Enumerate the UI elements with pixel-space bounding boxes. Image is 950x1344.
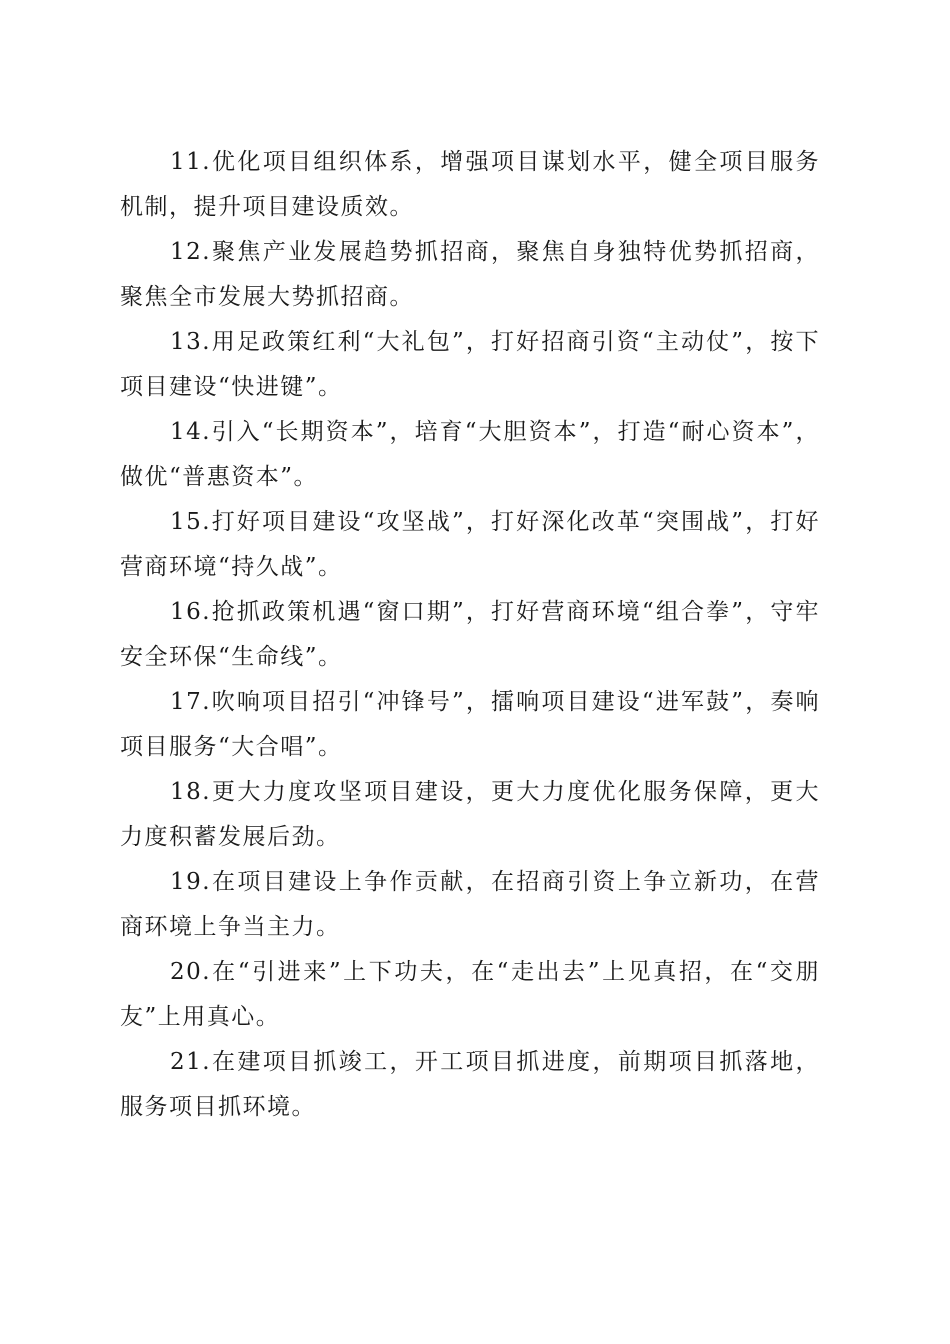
paragraph-21: 21.在建项目抓竣工，开工项目抓进度，前期项目抓落地，服务项目抓环境。 bbox=[120, 1049, 820, 1120]
document-body bbox=[120, 140, 820, 1130]
paragraph-11: 11.优化项目组织体系，增强项目谋划水平，健全项目服务机制，提升项目建设质效。 bbox=[120, 149, 820, 220]
paragraph-14: 14.引入“长期资本”，培育“大胆资本”，打造“耐心资本”，做优“普惠资本”。 bbox=[120, 419, 820, 490]
paragraph-13: 13.用足政策红利“大礼包”，打好招商引资“主动仗”，按下项目建设“快进键”。 bbox=[120, 329, 820, 400]
paragraph-16: 16.抢抓政策机遇“窗口期”，打好营商环境“组合拳”，守牢安全环保“生命线”。 bbox=[120, 599, 820, 670]
paragraph-17: 17.吹响项目招引“冲锋号”，擂响项目建设“进军鼓”，奏响项目服务“大合唱”。 bbox=[120, 689, 820, 760]
paragraph-18: 18.更大力度攻坚项目建设，更大力度优化服务保障，更大力度积蓄发展后劲。 bbox=[120, 779, 820, 850]
paragraph-20: 20.在“引进来”上下功夫，在“走出去”上见真招，在“交朋友”上用真心。 bbox=[120, 959, 820, 1030]
paragraph-12: 12.聚焦产业发展趋势抓招商，聚焦自身独特优势抓招商，聚焦全市发展大势抓招商。 bbox=[120, 239, 820, 310]
paragraph-19: 19.在项目建设上争作贡献，在招商引资上争立新功，在营商环境上争当主力。 bbox=[120, 869, 820, 940]
paragraph-15: 15.打好项目建设“攻坚战”，打好深化改革“突围战”，打好营商环境“持久战”。 bbox=[120, 509, 820, 580]
